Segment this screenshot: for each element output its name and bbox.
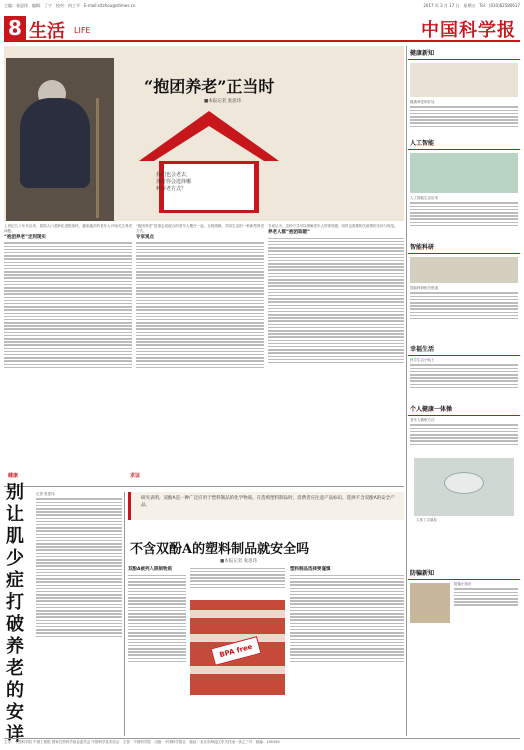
sidebar-box-title: 个人健康一体操 (408, 402, 520, 416)
sidebar-photo (410, 257, 518, 283)
mouse-caption: 人体工学鼠标 (416, 518, 437, 522)
sidebar-box-title: 健康新知 (408, 46, 520, 60)
mouse-photo (414, 458, 514, 516)
bpa-byline: ■本报记者 张思玮 (220, 559, 258, 564)
sidebar-box-3 (408, 240, 520, 340)
sidebar-box-title: 防骗新知 (408, 566, 520, 580)
elderly-woman-photo (6, 58, 114, 221)
house-caption: 我们也会老去，那时你会选择哪种养老方式？ (156, 172, 192, 192)
sidebar-box-text: 老年人锻炼方法 (410, 418, 518, 466)
sidebar-box-title: 智能科研 (408, 240, 520, 254)
bpa-tag: 求证 (130, 473, 141, 479)
sidebar-box-title: 幸福生活 (408, 342, 520, 356)
lead-story-col-2 (136, 224, 264, 484)
sidebar-box-text: 科学生活小贴士 (410, 358, 518, 408)
highlight-text: 研究表明，双酚A是一种广泛应用于塑料制品的化学物质。在选购塑料制品时，消费者应注意产品标识，选择不含双酚A的安全产品。 (141, 496, 395, 508)
sidebar-box-2 (408, 136, 520, 244)
lead-story-para-1: 上世纪九十年代以来，我国人口老龄化进程加快，越来越多的老年人开始关注养老问题。 (4, 224, 132, 233)
footer: 主办：中国科学院 中国工程院 国家自然科学基金委员会 中国科学技术协会 主管：中国科学院 出版：中国科学报社 地址：北京市海淀区中关村南一条乙三号 邮编：100190 (4, 738, 520, 747)
bpa-title: 不含双酚A的塑料制品就安全吗 (130, 542, 310, 557)
health-title: 别让肌少症打破养老的安详 (6, 482, 24, 745)
lead-story-col-1 (4, 224, 132, 484)
sidebar-photo (410, 583, 450, 623)
lead-story-title: “抱团养老”正当时 (144, 77, 275, 96)
health-tag: 健康 (8, 473, 19, 479)
sidebar-box-text: 智能科研相关报道 (410, 286, 518, 340)
health-divider (124, 492, 125, 736)
newspaper-logo: 中国科学报 (421, 20, 516, 41)
sidebar-box-title: 人工智能 (408, 136, 520, 150)
lead-story-para-2: “抱团养老”是指志同道合的老年人聚在一起，互相照顾、共同生活的一种新型养老方式。 (136, 224, 264, 233)
plastic-products-photo (190, 600, 285, 695)
cane-shape (96, 98, 99, 218)
section-en: LIFE (74, 26, 91, 35)
health-text: 记者 张思玮 (36, 492, 122, 732)
bpa-col-3: 塑料制品选择要谨慎 (290, 566, 404, 734)
lead-story-para-3: 专家认为，这种方式可以缓解老年人的孤独感，同时也需要相关政策的支持与规范。 (268, 224, 398, 228)
masthead (4, 14, 520, 42)
sidebar-photo (410, 63, 518, 97)
section-name: 生活 (29, 21, 65, 42)
sidebar-box-text: 人工智能生活应用 (410, 196, 518, 244)
lead-story-subhead-2: 专家观点 (136, 234, 154, 240)
lead-story-col-3 (268, 224, 404, 484)
sidebar-divider (406, 46, 407, 736)
bpa-free-label: BPA free (210, 636, 261, 666)
coat-shape (20, 98, 90, 188)
sidebar-box-text: 健康养老的好处 (410, 100, 518, 144)
editor-line: 主编：张思玮 编辑：丁宁 校对：何工平 E-mail:sitzhou@stimes.cn (4, 3, 136, 8)
sidebar-box-1 (408, 46, 520, 144)
sidebar-box-text: 防骗小知识 (454, 582, 518, 632)
house-illustration (134, 106, 284, 216)
mouse-shape (444, 472, 484, 494)
date-line: 2017 年 3 月 17 日 星期五 Tel：(010)62580617 (423, 3, 520, 8)
highlight-box (128, 492, 404, 520)
bpa-col-2-top (190, 566, 285, 598)
sidebar (408, 46, 520, 666)
top-info-line (4, 3, 520, 13)
lead-story-subhead-1: “抱团养老”走到现实 (4, 234, 46, 240)
sidebar-photo (410, 153, 518, 193)
lead-story-byline: ■本报记者 张思玮 (204, 99, 242, 104)
page-number: 8 (4, 16, 26, 40)
lead-story-hero (4, 46, 404, 221)
sidebar-box-4 (408, 342, 520, 410)
sidebar-box-6 (408, 566, 520, 632)
bpa-col-1: 双酚A被列入限制物质 (128, 566, 186, 734)
lead-story-subhead-3: 养老人群“抱团取暖” (268, 229, 310, 235)
section-divider (4, 486, 404, 487)
